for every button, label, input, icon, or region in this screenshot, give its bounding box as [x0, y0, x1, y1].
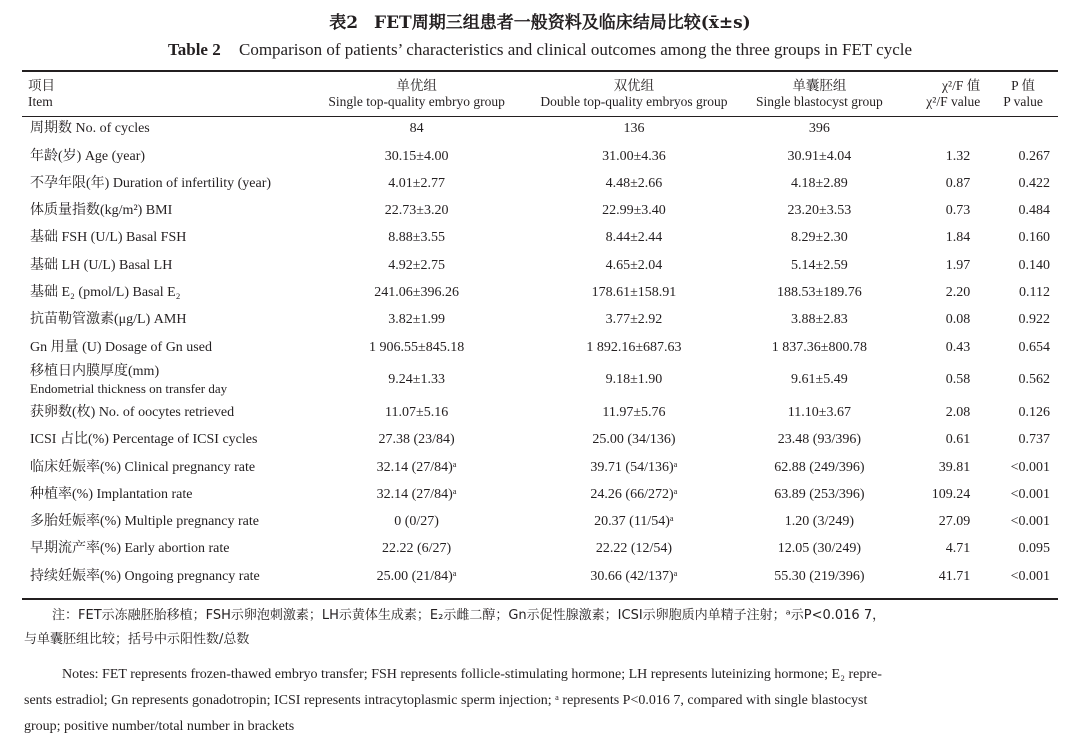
cell-single: 241.06±396.26 — [374, 285, 459, 301]
table-row — [22, 280, 1058, 307]
cell-p: 0.422 — [1018, 175, 1050, 191]
cell-item: ICSI 占比(%) Percentage of ICSI cycles — [30, 432, 258, 448]
cell-single: 8.88±3.55 — [388, 230, 445, 246]
cell-double: 3.77±2.92 — [605, 312, 663, 328]
cell-p: <0.001 — [1010, 459, 1050, 475]
cell-single: 32.14 (27/84)ᵃ — [376, 459, 457, 475]
cell-p — [988, 116, 1058, 143]
table-title-en — [0, 40, 1080, 60]
cell-double: 20.37 (11/54)ᵃ — [594, 514, 674, 530]
cell-double: 22.22 (12/54) — [595, 541, 673, 557]
cell-single: 25.00 (21/84)ᵃ — [376, 568, 457, 584]
note-cn-line: 与单囊胚组比较；括号中示阳性数/总数 — [24, 632, 250, 647]
table-number-cn: 表2 — [329, 13, 359, 33]
cell-double: 1 892.16±687.63 — [586, 339, 682, 355]
cell-stat: 0.43 — [945, 339, 971, 355]
cell-blast: 55.30 (219/396) — [774, 568, 865, 584]
cell-blast: 8.29±2.30 — [791, 230, 848, 246]
cell-item: 种植率(%) Implantation rate — [30, 486, 193, 502]
cell-blast: 188.53±189.76 — [777, 285, 862, 301]
cell-item-en: Endometrial thickness on transfer day — [30, 381, 228, 397]
table-row — [22, 362, 1058, 400]
header-stat-value: χ²/F 值 χ²/F value — [926, 77, 981, 109]
note-cn-line: 注：FET示冻融胚胎移植；FSH示卵泡刺激素；LH示黄体生成素；E₂示雌二醇；Gn示促性腺激素；ICSI示卵胞质内单精子注射；ᵃ示P<0.016 7， — [52, 608, 886, 623]
cell-single: 22.22 (6/27) — [382, 541, 452, 557]
cell-single: 11.07±5.16 — [385, 404, 449, 420]
header-double-group: 双优组 Double top-quality embryos group — [540, 77, 728, 109]
cell-item: 多胎妊娠率(%) Multiple pregnancy rate — [30, 514, 259, 530]
cell-single: 32.14 (27/84)ᵃ — [376, 486, 457, 502]
cell-p: 0.126 — [1018, 404, 1050, 420]
cell-item: 抗苗勒管激素(μg/L) AMH — [30, 312, 187, 328]
cell-double: 30.66 (42/137)ᵃ — [590, 568, 678, 584]
cell-stat: 2.20 — [945, 285, 971, 301]
cell-p: <0.001 — [1010, 568, 1050, 584]
table-row — [22, 563, 1058, 590]
cell-stat: 0.73 — [945, 203, 971, 219]
cell-single: 3.82±1.99 — [388, 312, 445, 328]
cell-stat: 1.97 — [945, 257, 971, 273]
notes-english — [24, 662, 1058, 740]
cell-single: 4.01±2.77 — [388, 175, 445, 191]
cell-stat: 0.61 — [945, 432, 971, 448]
note-en-line: sents estradiol; Gn represents gonadotropin; ICSI represents intracytoplasmic sperm injection; ᵃ represents P<0.016 7, compared with single blastocyst — [24, 693, 868, 708]
cell-single: 0 (0/27) — [394, 514, 439, 530]
table-row — [22, 400, 1058, 427]
cell-item: 基础 FSH (U/L) Basal FSH — [30, 230, 187, 246]
cell-blast: 5.14±2.59 — [791, 257, 848, 273]
cell-double: 22.99±3.40 — [602, 203, 666, 219]
cell-blast: 3.88±2.83 — [791, 312, 848, 328]
header-blastocyst-group: 单囊胚组 Single blastocyst group — [756, 77, 883, 109]
cell-blast: 4.18±2.89 — [791, 175, 848, 191]
cell-single: 84 — [409, 121, 424, 137]
cell-p: 0.160 — [1018, 230, 1050, 246]
table-row — [22, 427, 1058, 454]
cell-single: 9.24±1.33 — [388, 372, 445, 388]
cell-item: 基础 E₂ (pmol/L) Basal E₂ — [30, 285, 181, 301]
data-table — [22, 72, 1058, 591]
cell-p: 0.922 — [1018, 312, 1050, 328]
cell-single: 22.73±3.20 — [384, 203, 449, 219]
cell-item: 临床妊娠率(%) Clinical pregnancy rate — [30, 459, 256, 475]
cell-item: 基础 LH (U/L) Basal LH — [30, 257, 173, 273]
table-number-en: Table 2 — [167, 40, 221, 59]
cell-item: 体质量指数(kg/m²) BMI — [30, 203, 173, 219]
cell-single: 4.92±2.75 — [388, 257, 445, 273]
notes-chinese — [24, 604, 1058, 652]
table-caption-en: Comparison of patients’ characteristics and clinical outcomes among the three groups in FET cycle — [238, 40, 913, 59]
table-row — [22, 454, 1058, 481]
cell-double: 11.97±5.76 — [602, 404, 666, 420]
cell-item: 周期数 No. of cycles — [30, 121, 150, 137]
cell-double: 178.61±158.91 — [591, 285, 677, 301]
cell-blast: 1 837.36±800.78 — [771, 339, 867, 355]
table-row — [22, 307, 1058, 334]
table-row — [22, 143, 1058, 170]
cell-stat: 0.58 — [945, 372, 971, 388]
table-row — [22, 482, 1058, 509]
cell-p: 0.562 — [1018, 372, 1050, 388]
table-row — [22, 171, 1058, 198]
cell-stat: 27.09 — [938, 514, 971, 530]
note-en-line: group; positive number/total number in brackets — [24, 719, 295, 734]
table-caption-cn: FET周期三组患者一般资料及临床结局比较(x̄±s) — [374, 13, 751, 33]
table-row — [22, 252, 1058, 279]
cell-p: 0.737 — [1018, 432, 1050, 448]
table-row — [22, 116, 1058, 143]
cell-stat: 1.32 — [945, 148, 971, 164]
cell-p: 0.484 — [1018, 203, 1050, 219]
note-en-line: Notes: FET represents frozen-thawed embryo transfer; FSH represents follicle-stimulating hormone; LH represents luteinizing hormone; E₂ repre- — [62, 667, 882, 682]
cell-double: 4.65±2.04 — [605, 257, 663, 273]
cell-blast: 62.88 (249/396) — [774, 459, 865, 475]
table-header-row — [22, 72, 1058, 116]
cell-stat: 0.87 — [945, 175, 971, 191]
table-row — [22, 536, 1058, 563]
cell-double: 8.44±2.44 — [605, 230, 663, 246]
cell-stat: 2.08 — [945, 404, 971, 420]
cell-item: 不孕年限(年) Duration of infertility (year) — [30, 175, 272, 191]
cell-blast: 12.05 (30/249) — [777, 541, 861, 557]
cell-stat — [894, 116, 989, 143]
cell-blast: 396 — [808, 121, 830, 137]
cell-item: Gn 用量 (U) Dosage of Gn used — [30, 339, 212, 355]
cell-p: 0.140 — [1018, 257, 1050, 273]
cell-p: <0.001 — [1010, 486, 1050, 502]
cell-double: 39.71 (54/136)ᵃ — [590, 459, 678, 475]
cell-single: 1 906.55±845.18 — [369, 339, 465, 355]
cell-stat: 4.71 — [945, 541, 971, 557]
cell-blast: 23.20±3.53 — [787, 203, 852, 219]
table-row — [22, 225, 1058, 252]
cell-blast: 23.48 (93/396) — [777, 432, 861, 448]
header-p-value: P 值 P value — [1003, 77, 1043, 109]
table-row — [22, 334, 1058, 361]
cell-blast: 30.91±4.04 — [787, 148, 852, 164]
cell-item: 获卵数(枚) No. of oocytes retrieved — [30, 404, 235, 420]
cell-double: 25.00 (34/136) — [592, 432, 676, 448]
cell-item: 早期流产率(%) Early abortion rate — [30, 541, 230, 557]
cell-item: 年龄(岁) Age (year) — [30, 148, 146, 164]
cell-p: 0.095 — [1018, 541, 1050, 557]
cell-double: 24.26 (66/272)ᵃ — [590, 486, 678, 502]
cell-double: 136 — [623, 121, 645, 137]
cell-item: 移植日内膜厚度(mm) Endometrial thickness on transfer day — [22, 362, 310, 400]
cell-stat: 109.24 — [931, 486, 971, 502]
cell-stat: 1.84 — [945, 230, 971, 246]
cell-p: 0.267 — [1018, 148, 1050, 164]
table-title-cn — [0, 8, 1080, 33]
cell-p: <0.001 — [1010, 514, 1050, 530]
table-row — [22, 509, 1058, 536]
bottom-rule — [22, 598, 1058, 600]
cell-item: 持续妊娠率(%) Ongoing pregnancy rate — [30, 568, 260, 584]
cell-stat: 41.71 — [938, 568, 971, 584]
header-single-group: 单优组 Single top-quality embryo group — [328, 77, 505, 109]
cell-double: 31.00±4.36 — [602, 148, 666, 164]
cell-stat: 0.08 — [945, 312, 971, 328]
cell-blast: 1.20 (3/249) — [784, 514, 854, 530]
cell-blast: 9.61±5.49 — [791, 372, 848, 388]
cell-p: 0.112 — [1019, 285, 1050, 301]
cell-single: 27.38 (23/84) — [378, 432, 455, 448]
table-row — [22, 198, 1058, 225]
header-item: 项目 Item — [28, 77, 55, 109]
cell-p: 0.654 — [1018, 339, 1050, 355]
cell-double: 9.18±1.90 — [605, 372, 663, 388]
cell-double: 4.48±2.66 — [605, 175, 663, 191]
cell-stat: 39.81 — [938, 459, 971, 475]
cell-blast: 11.10±3.67 — [787, 404, 851, 420]
cell-blast: 63.89 (253/396) — [774, 486, 865, 502]
cell-single: 30.15±4.00 — [384, 148, 449, 164]
